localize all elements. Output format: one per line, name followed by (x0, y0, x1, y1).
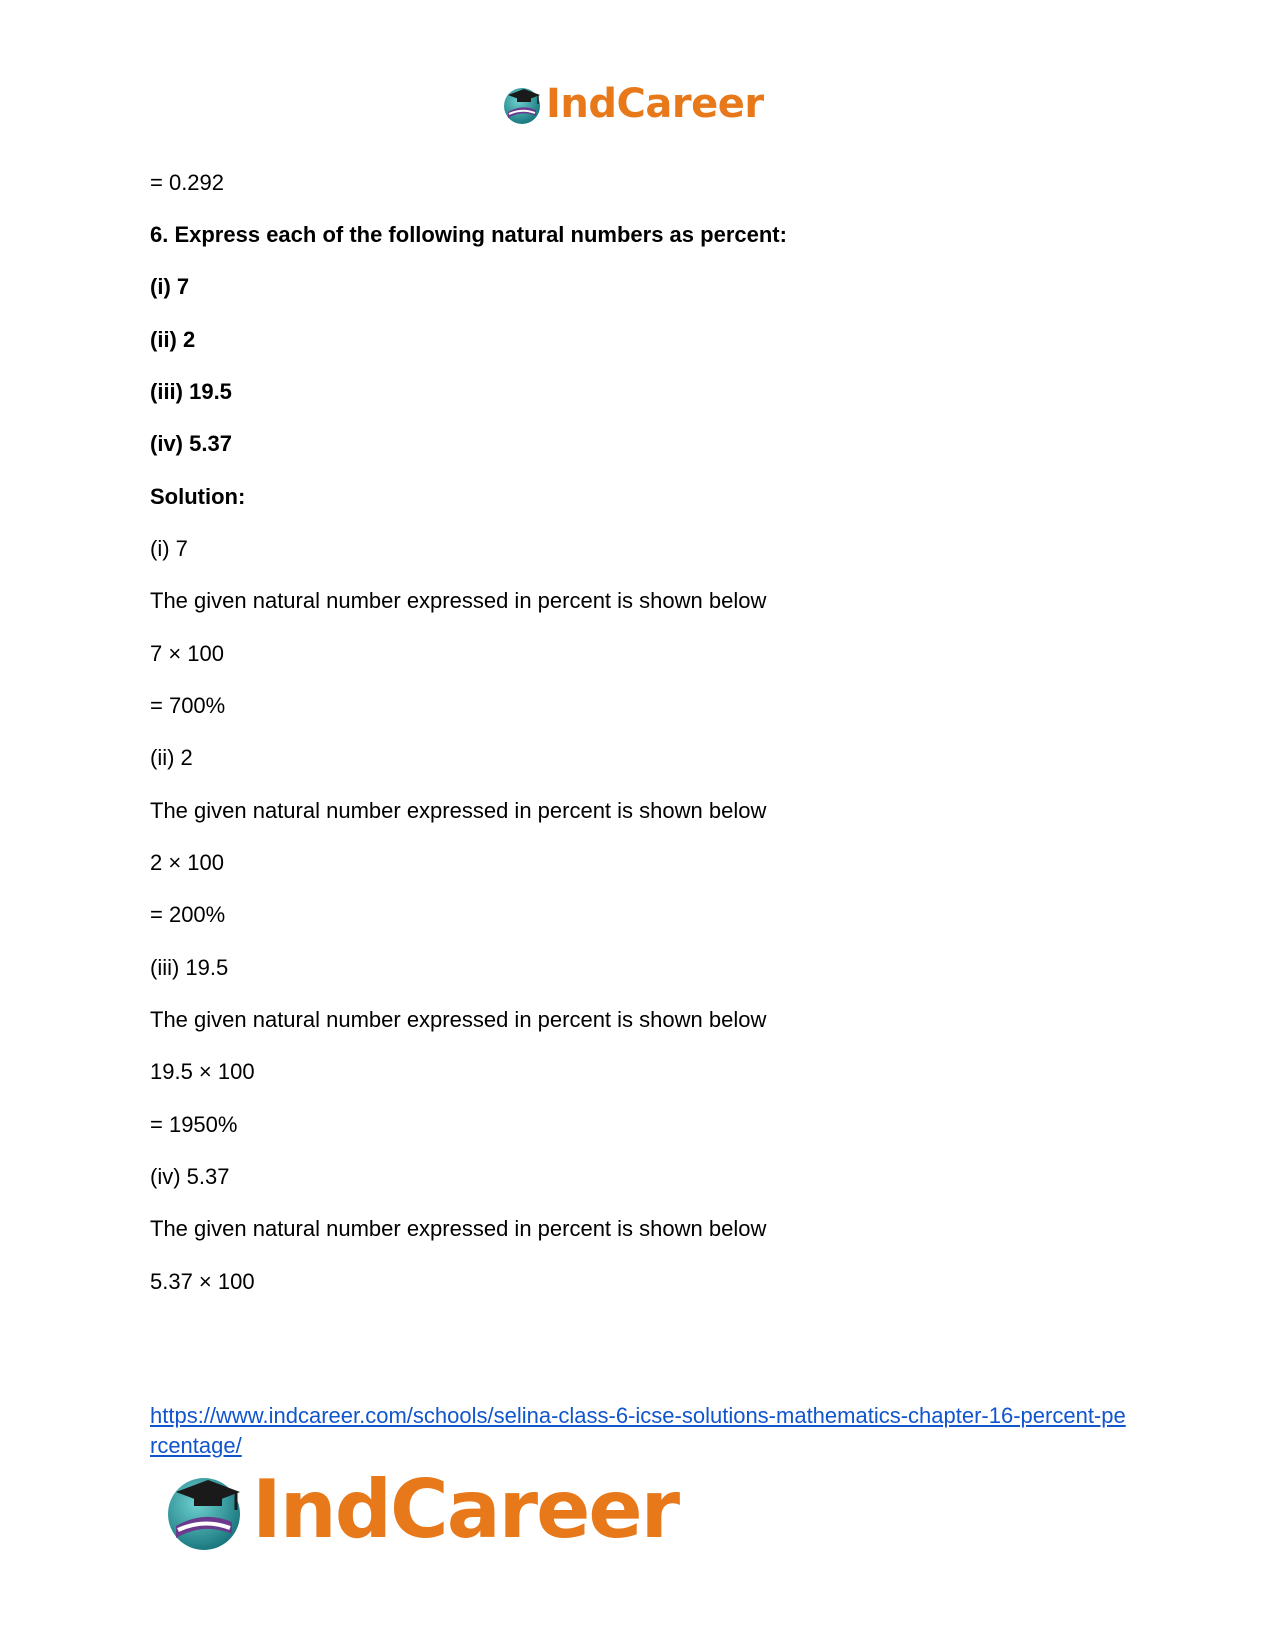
globe-graduation-cap-icon (500, 82, 544, 126)
question-part: (iii) 19.5 (150, 379, 232, 404)
text-line: 5.37 × 100 (150, 1269, 255, 1294)
text-line: 19.5 × 100 (150, 1059, 255, 1084)
question-part: (iv) 5.37 (150, 431, 232, 456)
text-line: (ii) 2 (150, 745, 193, 770)
text-line: The given natural number expressed in percent is shown below (150, 588, 767, 613)
question-heading: 6. Express each of the following natural numbers as percent: (150, 222, 787, 247)
text-line: = 700% (150, 693, 226, 718)
text-line: (iv) 5.37 (150, 1164, 230, 1189)
question-part: (i) 7 (150, 274, 190, 299)
text-line: 2 × 100 (150, 850, 225, 875)
question-part: (ii) 2 (150, 327, 196, 352)
text-line: 7 × 100 (150, 641, 225, 666)
text-line: (iii) 19.5 (150, 955, 229, 980)
text-line: The given natural number expressed in percent is shown below (150, 1007, 767, 1032)
source-link[interactable]: https://www.indcareer.com/schools/selina-class-6-icse-solutions-mathematics-chapter-16-percent-percentage/ (150, 1403, 1126, 1458)
text-line: = 1950% (150, 1112, 238, 1137)
header-logo-text: IndCareer (546, 81, 764, 127)
text-line: (i) 7 (150, 536, 188, 561)
footer-logo-text: IndCareer (252, 1463, 679, 1556)
text-line: = 200% (150, 902, 226, 927)
text-line: = 0.292 (150, 170, 225, 195)
text-line: The given natural number expressed in percent is shown below (150, 1216, 767, 1241)
header-logo (500, 80, 764, 128)
footer-logo (160, 1462, 678, 1558)
text-line: The given natural number expressed in percent is shown below (150, 798, 767, 823)
globe-graduation-cap-icon (160, 1466, 248, 1554)
solution-heading: Solution: (150, 484, 246, 509)
